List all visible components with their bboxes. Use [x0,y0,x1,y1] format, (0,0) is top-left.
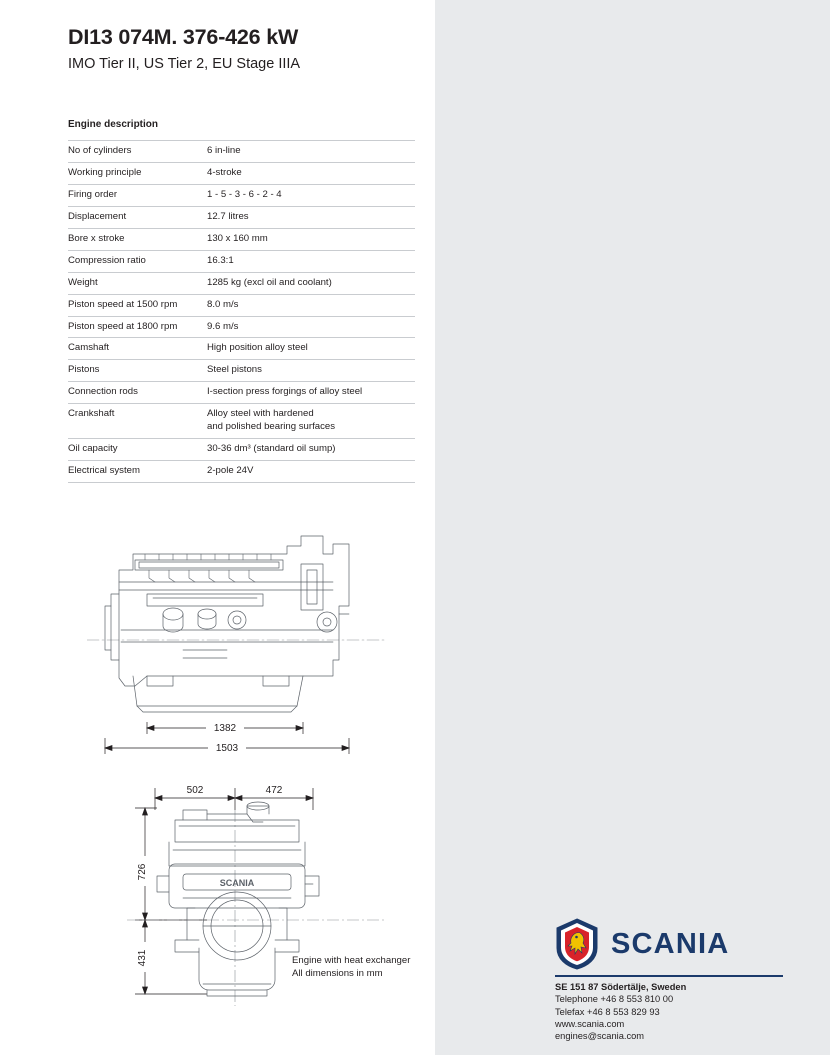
table-row [68,360,415,382]
spec-label: Pistons [68,364,100,376]
spec-value: 12.7 litres [207,210,249,222]
drawing-note-line2: All dimensions in mm [292,967,383,979]
table-row [68,382,415,404]
spec-label: Oil capacity [68,443,118,455]
spec-value: I-section press forgings of alloy steel [207,386,363,398]
table-row [68,184,415,206]
spec-label: Bore x stroke [68,232,125,244]
scania-griffin-logo-icon [555,918,599,970]
spec-label: Piston speed at 1500 rpm [68,298,178,310]
footer-address [555,981,785,1043]
spec-label: Piston speed at 1800 rpm [68,320,178,332]
spec-value: Steel pistons [207,364,262,376]
spec-value: 2-pole 24V [207,465,254,477]
spec-value: High position alloy steel [207,342,308,354]
side-view-svg [87,510,387,775]
main-content [47,0,435,1055]
spec-value: 6 in-line [207,145,241,156]
dim-431-label: 431 [137,949,148,967]
spec-label: Working principle [68,166,142,178]
right-grey-panel [435,0,830,1055]
engine-side-view-drawing [87,510,387,775]
scania-wordmark: SCANIA [611,927,730,960]
table-row [68,141,415,163]
spec-label: Connection rods [68,386,138,398]
table-row [68,338,415,360]
spec-label: Crankshaft [68,408,115,420]
spec-value: 1 - 5 - 3 - 6 - 2 - 4 [207,188,282,200]
table-row [68,228,415,250]
scania-footer-block [555,918,785,1043]
engine-description-table [68,140,415,483]
engine-badge-text: SCANIA [219,878,255,888]
page-title: DI13 074M. 376-426 kW [68,25,299,49]
spec-label: Camshaft [68,342,110,354]
spec-value: 1285 kg (excl oil and coolant) [207,276,332,288]
spec-label: Compression ratio [68,254,146,266]
address-line-3: Telefax +46 8 553 829 93 [555,1006,660,1017]
spec-value: 8.0 m/s [207,298,239,310]
table-row [68,404,415,439]
table-row [68,461,415,483]
engine-description-heading: Engine description [68,119,159,130]
spec-value: 16.3:1 [207,254,234,266]
table-row [68,316,415,338]
logo-divider [555,975,783,977]
table-row [68,206,415,228]
table-row [68,162,415,184]
table-row [68,272,415,294]
scania-logo-row [555,918,785,970]
spec-label: Firing order [68,188,118,200]
spec-label: No of cylinders [68,145,132,156]
dim-1503-label: 1503 [215,743,239,754]
dim-502-label: 502 [186,785,204,796]
page-subtitle: IMO Tier II, US Tier 2, EU Stage IIIA [68,56,301,72]
spine-column [0,0,47,1055]
spec-label: Electrical system [68,465,140,477]
spec-label: Displacement [68,210,127,222]
spec-value: 130 x 160 mm [207,232,268,244]
table-row [68,439,415,461]
address-line-5: engines@scania.com [555,1031,645,1042]
address-line-4: www.scania.com [555,1019,625,1030]
table-row [68,294,415,316]
table-row [68,250,415,272]
drawing-note [292,955,410,981]
dim-1382-label: 1382 [213,723,237,734]
spec-label: Weight [68,276,98,288]
address-line-2: Telephone +46 8 553 810 00 [555,994,674,1005]
spec-value: 30-36 dm³ (standard oil sump) [207,443,336,455]
drawing-note-line1: Engine with heat exchanger [292,955,411,966]
spec-value: 4-stroke [207,166,242,178]
dim-726-label: 726 [137,863,148,881]
spec-value: 9.6 m/s [207,320,239,332]
spec-value: Alloy steel with hardened and polished bearing surfaces [207,408,336,433]
address-line-1: SE 151 87 Södertälje, Sweden [555,982,687,992]
dim-472-label: 472 [265,785,283,796]
